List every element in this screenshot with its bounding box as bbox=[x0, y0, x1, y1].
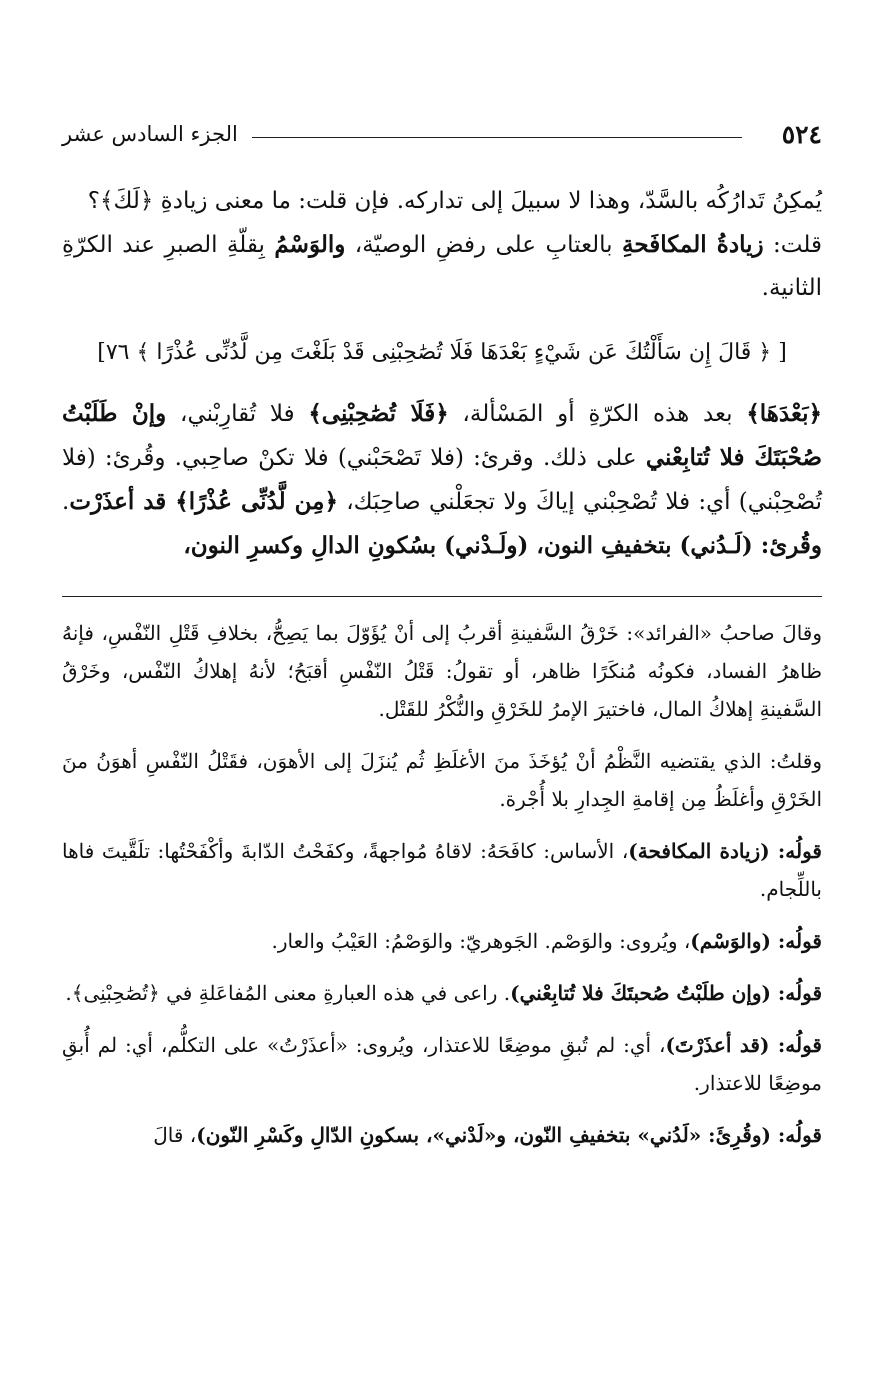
text-span: بالعتابِ على رفضِ الوصيّة، bbox=[345, 232, 623, 258]
bold-term: وإنْ طَلَبْتُ صُحْبَتَكَ فلا تُتابِعْني bbox=[62, 400, 822, 471]
quran-verse: [ ﴿ قَالَ إِن سَأَلْتُكَ عَن شَيْءٍ بَعْدَهَا فَلَا تُصَٰحِبْنِى قَدْ بَلَغْتَ مِن لَّدُنِّى عُذْرًا ﴾ ٧٦] bbox=[97, 340, 787, 365]
note-text: ، ويُروى: والوَصْم. الجَوهريّ: والوَصْمُ: العَيْبُ والعار. bbox=[271, 929, 691, 953]
commentary-notes bbox=[62, 614, 822, 1168]
note-lead: قولُه: (وقُرِئَ: «لَدُني» بتخفيفِ النّون، و«لَدْني»، بسكونِ الدّالِ وكَسْرِ النّون) bbox=[196, 1123, 822, 1147]
bold-term: والوَسْمُ bbox=[274, 231, 346, 258]
text-span: قلت: bbox=[763, 232, 822, 258]
document-page bbox=[62, 0, 822, 1399]
note-6 bbox=[62, 1026, 822, 1102]
note-text: . راعى في هذه العبارةِ معنى المُفاعَلةِ في ﴿تُصَٰحِبْنِى﴾. bbox=[65, 981, 511, 1005]
note-3 bbox=[62, 832, 822, 908]
note-1: وقالَ صاحبُ «الفرائد»: خَرْقُ السَّفينةِ أقربُ إلى أنْ يُؤَوّلَ بما يَصِحُّ، بخلافِ قَتْلِ النّفْسِ، فإنهُ ظاهرُ الفساد، فكونُه مُنكَرًا ظاهر، أو تقولُ: قَتْلُ النّفْسِ أقبَحُ؛ لأنهُ إهلاكُ النّفْس، وخَرْقُ السَّفينةِ إهلاكُ المال، فاختيرَ الإمرُ للخَرْقِ والنُّكْرُ للقَتْل. bbox=[62, 621, 822, 721]
note-lead: قولُه: (زيادة المكافحة) bbox=[628, 839, 822, 863]
main-text bbox=[62, 180, 822, 568]
paragraph-2 bbox=[62, 223, 822, 310]
note-4 bbox=[62, 922, 822, 960]
text-span: بعد هذه الكرّةِ أو المَسْألة، bbox=[448, 401, 747, 427]
note-text: ، قالَ bbox=[153, 1123, 197, 1147]
note-text: ، أي: لم تُبقِ موضِعًا للاعتذار، ويُروى: «أعذَرْتُ» على التكلُّم، أي: لم أُبقِ موضِعًا للاعتذار. bbox=[62, 1033, 822, 1095]
running-header bbox=[62, 120, 822, 160]
bold-term: ﴿فَلَا تُصَٰحِبْنِى﴾ bbox=[308, 400, 449, 427]
page-number: ٥٢٤ bbox=[781, 120, 822, 149]
part-title: الجزء السادس عشر bbox=[62, 122, 238, 146]
header-rule bbox=[252, 137, 742, 138]
text-span: . bbox=[62, 489, 70, 515]
bold-term: ﴿مِن لَّدُنِّى عُذْرًا﴾ قد أعذَرْت bbox=[69, 488, 338, 515]
note-5 bbox=[62, 974, 822, 1012]
bold-term: زيادةُ المكافَحةِ bbox=[622, 231, 764, 258]
text-span: فلا تُقارِبْني، bbox=[166, 401, 309, 427]
footnote-divider bbox=[62, 596, 822, 597]
note-2: وقلتُ: الذي يقتضيه النَّظْمُ أنْ يُؤخَذَ منَ الأغلَظِ ثُم يُنزَلَ إلى الأهوَن، فقَتْلُ النّفْسِ أهوَنُ منَ الخَرْقِ وأغلَظُ مِن إقامةِ الجِدارِ بلا أُجْرة. bbox=[62, 749, 822, 811]
note-lead: قولُه: (قد أعذَرْتَ) bbox=[665, 1033, 822, 1057]
note-lead: قولُه: (والوَسْم) bbox=[690, 929, 822, 953]
paragraph-3 bbox=[62, 392, 822, 568]
text-span: بِقلّةِ الصبرِ عند الكرّةِ الثانية. bbox=[62, 232, 822, 301]
bold-term: ﴿بَعْدَهَا﴾ bbox=[746, 400, 822, 427]
note-text: ، الأساس: كافَحَهُ: لاقاهُ مُواجهةً، وكفَحْتُ الدّابةَ وأكْفَحْتُها: تلَقَّيتَ فاها باللِّجام. bbox=[62, 839, 822, 901]
note-7 bbox=[62, 1116, 822, 1154]
text-span: على ذلك. وقرئ: (فلا تَصْحَبْني) فلا تكنْ صاحِبي. وقُرئ: (فلا تُصْحِبْني) أي: فلا تُصْحِبْني إياكَ ولا تجعَلْني صاحِبَك، bbox=[62, 445, 822, 515]
note-lead: قولُه: (وإن طلَبْتُ صُحبتَكَ فلا تُتابِعْني) bbox=[510, 981, 822, 1005]
paragraph-1: يُمكِنُ تَدارُكُه بالسَّدّ، وهذا لا سبيلَ إلى تداركه. فإن قلت: ما معنى زيادةِ ﴿لَكَ﴾؟ bbox=[87, 188, 822, 214]
bold-term: وقُرئ: (لَـدُني) بتخفيفِ النون، (ولَـدْني) بسُكونِ الدالِ وكسرِ النون، bbox=[183, 532, 822, 559]
